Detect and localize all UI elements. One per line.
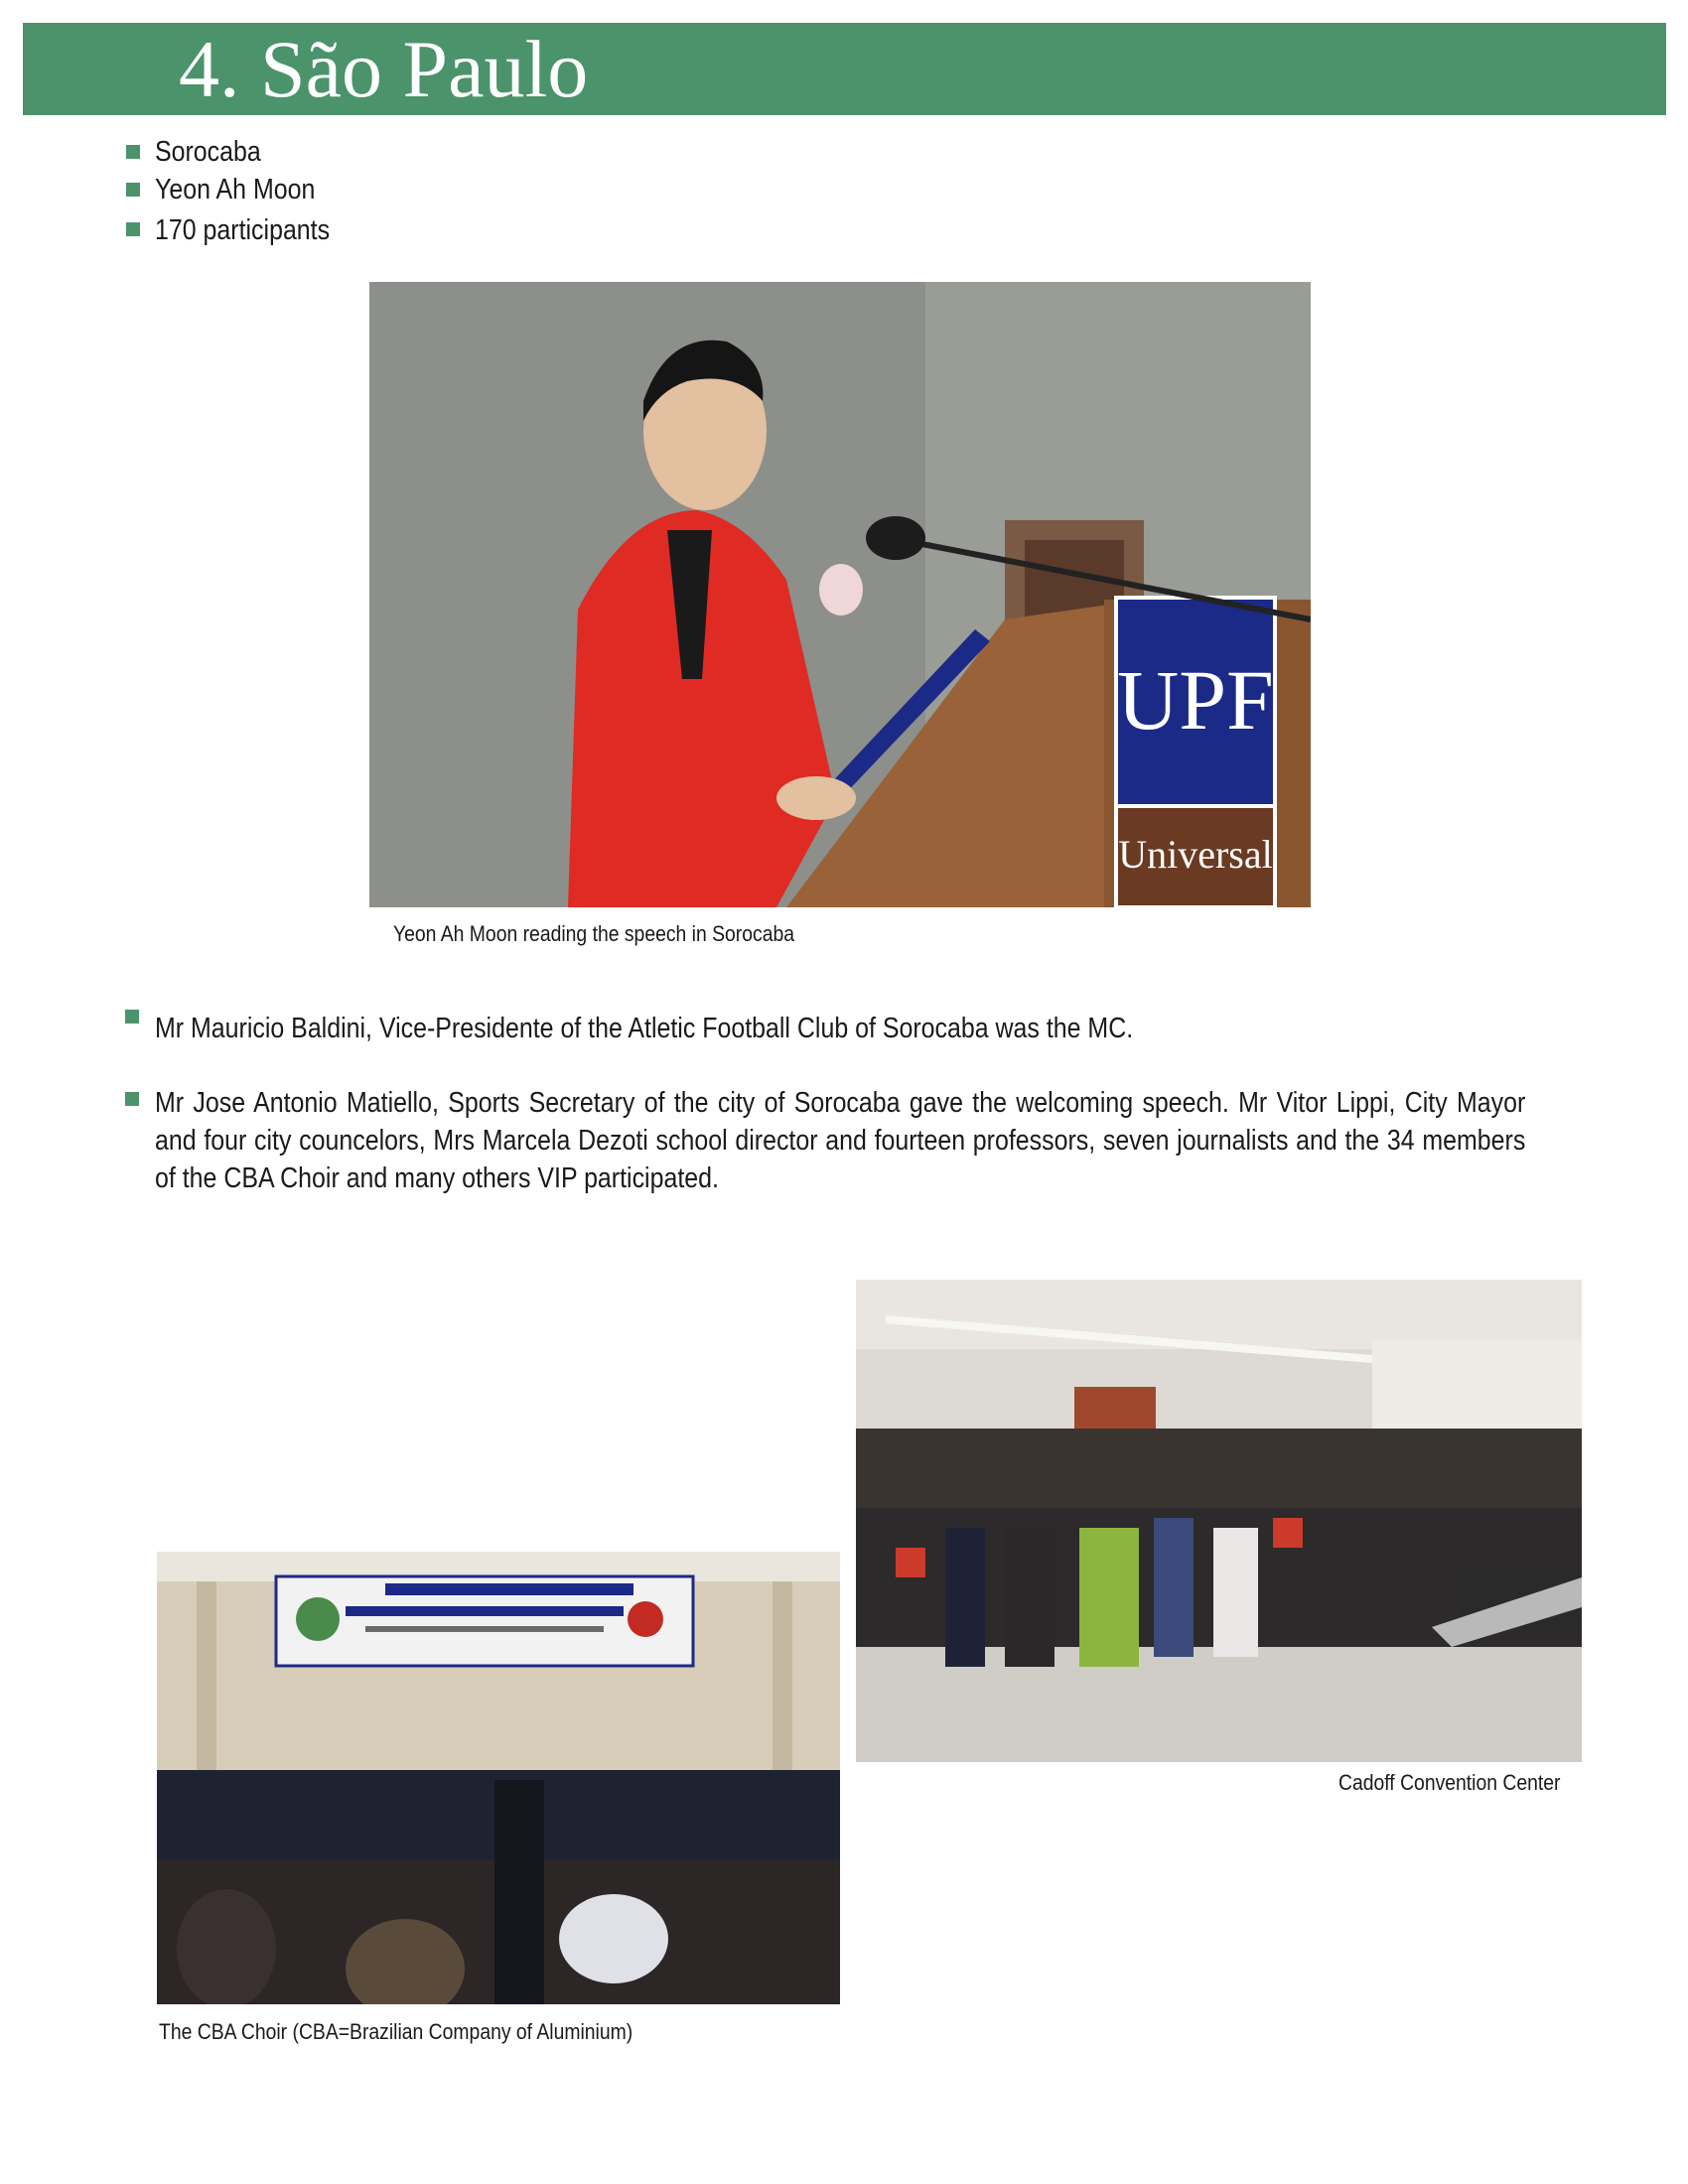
summary-item-location: Sorocaba: [155, 136, 261, 168]
choir-photo-caption: The CBA Choir (CBA=Brazilian Company of Aluminium): [159, 2019, 633, 2044]
speech-photo: [369, 282, 1311, 907]
podium-sign-subtext: Universal: [1118, 832, 1273, 877]
podium-sign-text: UPF: [1117, 652, 1274, 748]
choir-photo: [157, 1552, 840, 2004]
audience-photo: [856, 1280, 1582, 1762]
bullet-icon: [126, 183, 140, 197]
summary-item-speaker: Yeon Ah Moon: [155, 174, 316, 205]
title-bar: [23, 23, 1666, 115]
bullet-icon: [125, 1092, 139, 1106]
page-title: 4. São Paulo: [179, 24, 589, 114]
mc-paragraph: Mr Mauricio Baldini, Vice-Presidente of the Atletic Football Club of Sorocaba was the MC.: [155, 1013, 1134, 1044]
bullet-icon: [126, 222, 140, 236]
participants-paragraph: Mr Jose Antonio Matiello, Sports Secretary of the city of Sorocaba gave the welcoming speech. Mr Vitor Lippi, City Mayor and four city councelors, Mrs Marcela Dezoti school director and fourteen professors, seven journalists and the 34 members of the CBA Choir and many others VIP participated.: [155, 1087, 1526, 1194]
speech-photo-caption: Yeon Ah Moon reading the speech in Sorocaba: [393, 921, 795, 946]
audience-photo-caption: Cadoff Convention Center: [1338, 1770, 1561, 1795]
bullet-icon: [125, 1010, 139, 1024]
summary-item-participants: 170 participants: [155, 214, 331, 246]
bullet-icon: [126, 145, 140, 159]
